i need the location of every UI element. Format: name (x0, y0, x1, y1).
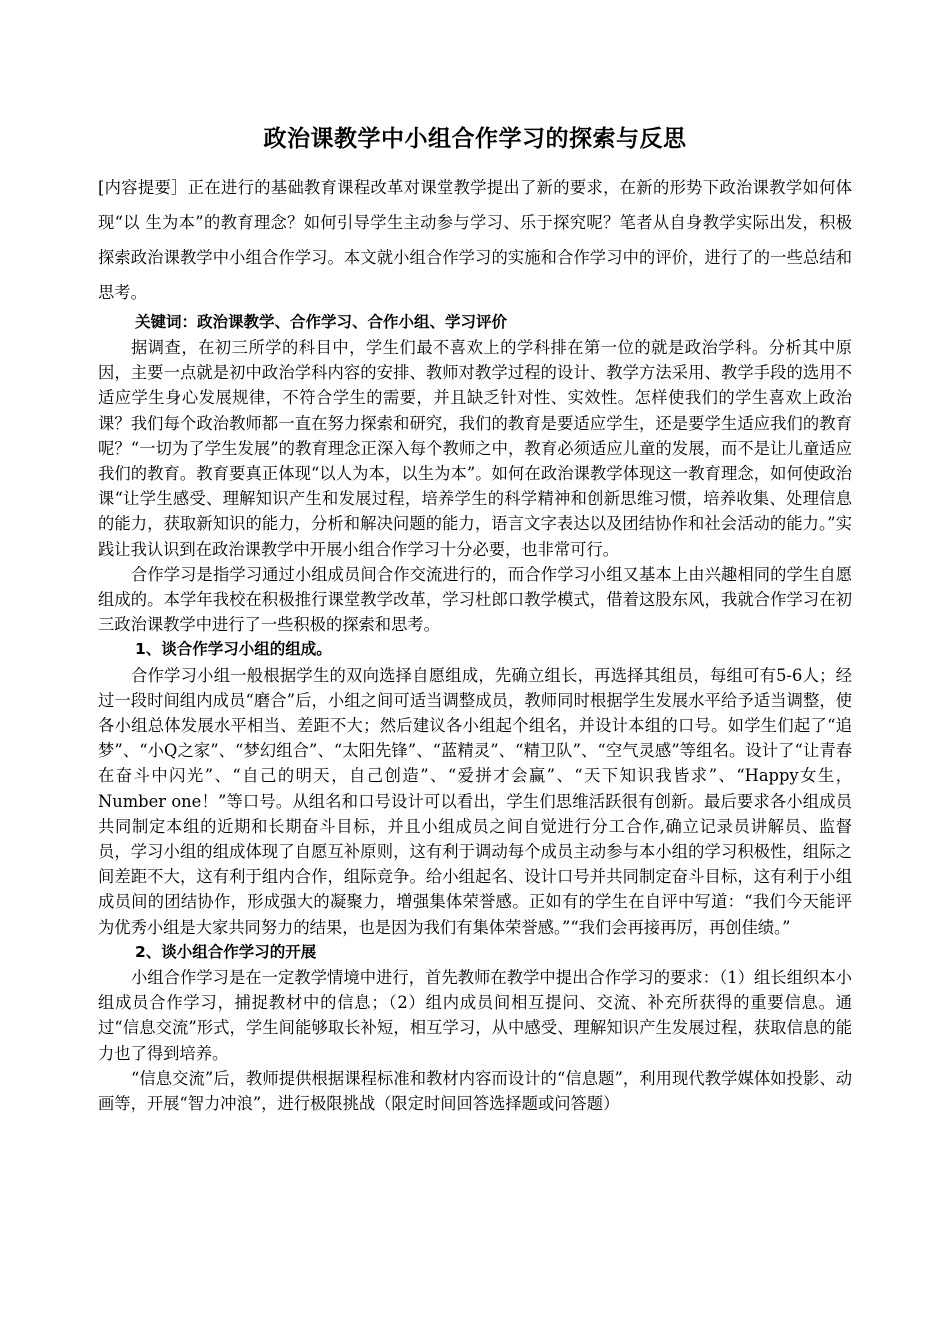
body-paragraph: 合作学习是指学习通过小组成员间合作交流进行的，而合作学习小组又基本上由兴趣相同的学生自愿组成的。本学年我校在积极推行课堂教学改革，学习杜郎口教学模式，借着这股东风，我就合作学习在初三政治课教学中进行了一些积极的探索和思考。 (98, 564, 852, 635)
document-title: 政治课教学中小组合作学习的探索与反思 (263, 126, 687, 152)
body-paragraph: 据调查，在初三所学的科目中，学生们最不喜欢上的学科排在第一位的就是政治学科。分析其中原因，主要一点就是初中政治学科内容的安排、教师对教学过程的设计、教学方法采用、教学手段的选用不适应学生身心发展规律，不符合学生的需要，并且缺乏针对性、实效性。怎样使我们的学生喜欢上政治课？我们每个政治教师都一直在努力探索和研究，我们的教育是要适应学生，还是要学生适应我们的教育呢？“一切为了学生发展”的教育理念正深入每个教师之中，教育必须适应儿童的发展，而不是让儿童适应我们的教育。教育要真正体现“以人为本，以生为本”。如何在政治课教学体现这一教育理念，如何使政治课“让学生感受、理解知识产生和发展过程，培养学生的科学精神和创新思维习惯，培养收集、处理信息的能力，获取新知识的能力，分析和解决问题的能力，语言文字表达以及团结协作和社会活动的能力。”实践让我认识到在政治课教学中开展小组合作学习十分必要，也非常可行。 (98, 338, 852, 559)
body-paragraph: “信息交流”后，教师提供根据课程标准和教材内容而设计的“信息题”，利用现代教学媒体如投影、动画等，开展“智力冲浪”，进行极限挑战（限定时间回答选择题或问答题） (98, 1068, 852, 1114)
body-paragraph: 小组合作学习是在一定教学情境中进行，首先教师在教学中提出合作学习的要求：（1）组长组织本小组成员合作学习，捕捉教材中的信息；（2）组内成员间相互提问、交流、补充所获得的重要信息。通过“信息交流”形式，学生间能够取长补短，相互学习，从中感受、理解知识产生发展过程，获取信息的能力也了得到培养。 (98, 968, 852, 1063)
keywords-line: 关键词：政治课教学、合作学习、合作小组、学习评价 (135, 313, 508, 331)
abstract-paragraph: [内容提要］正在进行的基础教育课程改革对课堂教学提出了新的要求，在新的形势下政治课教学如何体现“以 生为本”的教育理念？如何引导学生主动参与学习、乐于探究呢？笔者从自身教学实际出发，积极探索政治课教学中小组合作学习。本文就小组合作学习的实施和合作学习中的评价，进行了的一些总结和思考。 (98, 178, 852, 302)
section-heading: 1、谈合作学习小组的组成。 (135, 640, 332, 659)
document-body (98, 170, 852, 1116)
body-paragraph: 合作学习小组一般根据学生的双向选择自愿组成，先确立组长，再选择其组员，每组可有5-6人；经过一段时间组内成员“磨合”后，小组之间可适当调整成员，教师同时根据学生发展水平给予适当调整，使各小组总体发展水平相当、差距不大；然后建议各小组起个组名，并设计本组的口号。如学生们起了“追梦”、“小Q之家”、“梦幻组合”、“太阳先锋”、“蓝精灵”、“精卫队”、“空气灵感”等组名。设计了“让青春在奋斗中闪光”、“自己的明天，自己创造”、“爱拼才会赢”、“天下知识我皆求”、“Happy女生，Number one！”等口号。从组名和口号设计可以看出，学生们思维活跃很有创新。最后要求各小组成员共同制定本组的近期和长期奋斗目标，并且小组成员之间自觉进行分工合作,确立记录员讲解员、监督员，学习小组的组成体现了自愿互补原则，这有利于调动每个成员主动参与本小组的学习积极性，组际之间差距不大，这有利于组内合作，组际竞争。给小组起名、设计口号并共同制定奋斗目标，这有利于小组成员间的团结协作，形成强大的凝聚力，增强集体荣誉感。正如有的学生在自评中写道：“我们今天能评为优秀小组是大家共同努力的结果，也是因为我们有集体荣誉感。”“我们会再接再厉，再创佳绩。” (98, 665, 852, 937)
section-heading: 2、谈小组合作学习的开展 (135, 942, 317, 961)
